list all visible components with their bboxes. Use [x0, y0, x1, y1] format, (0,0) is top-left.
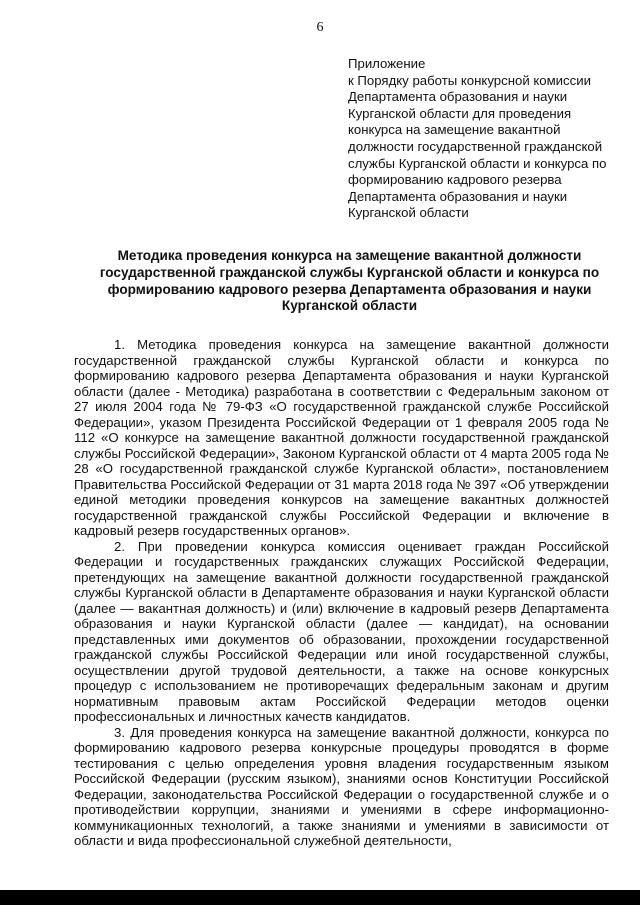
appendix-line: к Порядку работы конкурсной комиссии	[348, 72, 591, 88]
appendix-line: Приложение	[348, 56, 426, 71]
document-body	[74, 337, 609, 849]
appendix-line: формированию кадрового резерва	[348, 172, 562, 188]
appendix-line: должности государственной гражданской	[348, 138, 603, 154]
appendix-line: Курганской области	[348, 205, 469, 221]
appendix-header	[348, 56, 618, 222]
appendix-line: Департамента образования и науки	[348, 89, 568, 105]
appendix-line: службы Курганской области и конкурса по	[348, 155, 607, 171]
appendix-line: Курганской области для проведения	[348, 105, 572, 121]
paragraph-3: 3. Для проведения конкурса на замещение вакантной должности, конкурса по формированию кадрового резерва конкурсные процедуры проводятся в форме тестирования с целью определения уровня владения государственным языком Российской Федерации (русским языком), знаниями основ Конституции Российской Федерации, законодательства Российской Федерации о государственной службе и о противодействии коррупции, знаниями и умениями в сфере информационно-коммуникационных технологий, а также знаниями и умениями в зависимости от области и вида профессиональной служебной деятельности,	[74, 724, 609, 848]
page-number: 6	[316, 20, 324, 35]
paragraph-1: 1. Методика проведения конкурса на замещение вакантной должности государственной гражданской службы Курганской области и конкурса по формированию кадрового резерва Департамента образования и науки Курганской области (далее - Методика) разработана в соответствии с Федеральным законом от 27 июля 2004 года № 79-ФЗ «О государственной гражданской службе Российской Федерации», указом Президента Российской Федерации от 1 февраля 2005 года № 112 «О конкурсе на замещение вакантной должности государственной гражданской службы Российской Федерации», Законом Курганской области от 4 марта 2005 года № 28 «О государственной гражданской службе Курганской области», постановлением Правительства Российской Федерации от 31 марта 2018 года № 397 «Об утверждении единой методики проведения конкурсов на замещение вакантных должностей государственной гражданской службы Российской Федерации и включение в кадровый резерв государственных органов».	[74, 337, 609, 538]
appendix-line: конкурса на замещение вакантной	[348, 122, 561, 138]
appendix-line: Департамента образования и науки	[348, 188, 568, 204]
paragraph-2: 2. При проведении конкурса комиссия оценивает граждан Российской Федерации и государственных гражданских служащих Российской Федерации, претендующих на замещение вакантной должности государственной гражданской службы Курганской области в Департаменте образования и науки Курганской области (далее — вакантная должность) и (или) включение в кадровый резерв Департамента образования и науки Курганской области (далее — кандидат), на основании представленных ими документов об образовании, прохождении государственной гражданской службы Российской Федерации или иной государственной службы, осуществлении другой трудовой деятельности, а также на основе конкурсных процедур с использованием не противоречащих федеральным законам и другим нормативным правовым актам Российской Федерации методов оценки профессиональных и личностных качеств кандидатов.	[74, 538, 609, 724]
document-title: Методика проведения конкурса на замещение вакантной должности государственной гражданской службы Курганской области и конкурса по формированию кадрового резерва Департамента образования и науки Курганской области	[99, 248, 600, 314]
scan-bottom-edge	[0, 890, 640, 905]
